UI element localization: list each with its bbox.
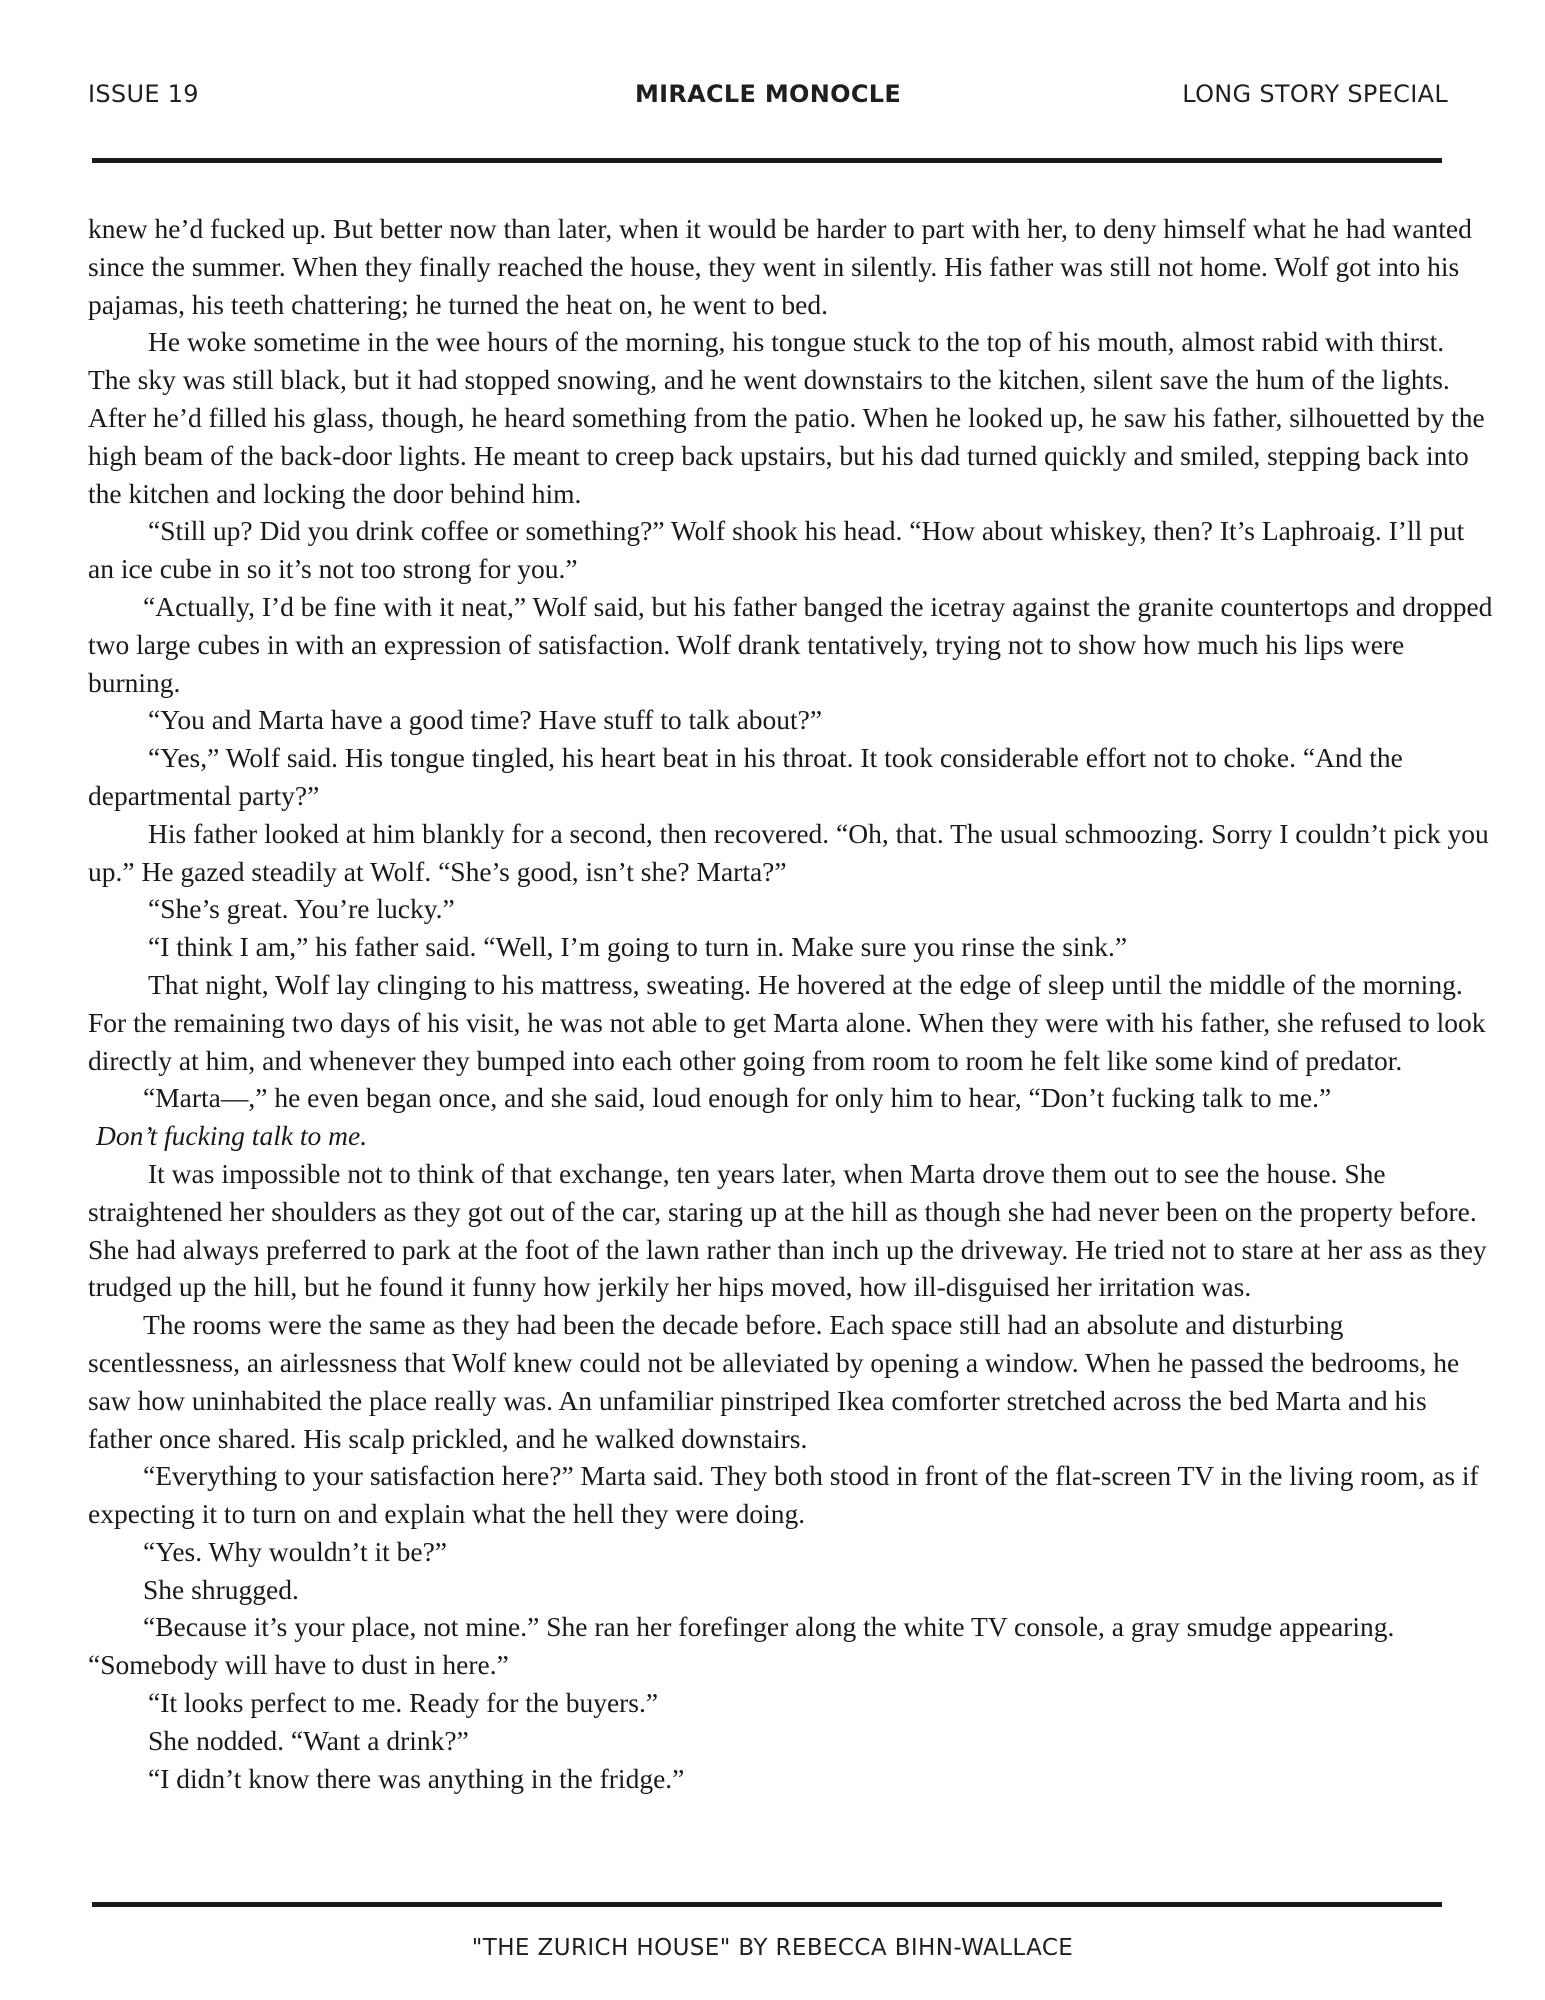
paragraph: knew he’d fucked up. But better now than later, when it would be harder to part with her, to deny himself what he had wanted since the summer. When they finally reached the house, they went in silently. His father was still not home. Wolf got into his pajamas, his teeth chattering; he turned the heat on, he went to bed. xyxy=(88,213,1472,320)
header-divider xyxy=(92,158,1442,163)
magazine-title: MIRACLE MONOCLE xyxy=(634,80,902,108)
paragraph: “Yes,” Wolf said. His tongue tingled, his heart beat in his throat. It took considerable effort not to choke. “And the departmental party?” xyxy=(88,742,1403,811)
issue-number: ISSUE 19 xyxy=(88,80,199,108)
paragraph: “Because it’s your place, not mine.” She ran her forefinger along the white TV console, a gray smudge appearing. “Somebody will have to dust in here.” xyxy=(88,1611,1395,1681)
story-body xyxy=(88,210,1493,1797)
story-byline: "THE ZURICH HOUSE" BY REBECCA BIHN-WALLACE xyxy=(471,1935,1074,1961)
paragraph: She shrugged. xyxy=(143,1573,299,1605)
paragraph: “Everything to your satisfaction here?” Marta said. They both stood in front of the flat-screen TV in the living room, as if expecting it to turn on and explain what the hell they were doing. xyxy=(88,1460,1479,1530)
paragraph: He woke sometime in the wee hours of the morning, his tongue stuck to the top of his mouth, almost rabid with thirst. The sky was still black, but it had stopped snowing, and he went downstairs to the kitchen, silent save the hum of the lights. After he’d filled his glass, though, he heard something from the patio. When he looked up, he saw his father, silhouetted by the high beam of the back-door lights. He meant to creep back upstairs, but his dad turned quickly and smiled, stepping back into the kitchen and locking the door behind him. xyxy=(88,326,1485,509)
paragraph: “It looks perfect to me. Ready for the buyers.” xyxy=(148,1687,659,1719)
paragraph: “You and Marta have a good time? Have stuff to talk about?” xyxy=(148,704,823,736)
paragraph: “Actually, I’d be fine with it neat,” Wolf said, but his father banged the icetray against the granite countertops and dropped two large cubes in with an expression of satisfaction. Wolf drank tentatively, trying not to show how much his lips were burning. xyxy=(88,590,1493,698)
paragraph: She nodded. “Want a drink?” xyxy=(148,1724,469,1756)
section-label: LONG STORY SPECIAL xyxy=(1182,80,1448,108)
paragraph: “I think I am,” his father said. “Well, I’m going to turn in. Make sure you rinse the sink.” xyxy=(148,931,1128,963)
paragraph: “Yes. Why wouldn’t it be?” xyxy=(143,1535,448,1567)
paragraph: It was impossible not to think of that exchange, ten years later, when Marta drove them out to see the house. She straightened her shoulders as they got out of the car, staring up at the hill as though she had never been on the property before. She had always preferred to park at the foot of the lawn rather than inch up the driveway. He tried not to stare at her ass as they trudged up the hill, but he found it funny how jerkily her hips moved, how ill-disguised her irritation was. xyxy=(88,1157,1487,1303)
paragraph: “Marta—,” he even began once, and she said, loud enough for only him to hear, “Don’t fucking talk to me.” xyxy=(143,1082,1332,1114)
paragraph: That night, Wolf lay clinging to his mattress, sweating. He hovered at the edge of sleep until the middle of the morning. For the remaining two days of his visit, he was not able to get Marta alone. When they were with his father, she refused to look directly at him, and whenever they bumped into each other going from room to room he felt like some kind of predator. xyxy=(88,968,1486,1076)
italic-line: Don’t fucking talk to me. xyxy=(96,1120,368,1152)
paragraph: His father looked at him blankly for a second, then recovered. “Oh, that. The usual schmoozing. Sorry I couldn’t pick you up.” He gazed steadily at Wolf. “She’s good, isn’t she? Marta?” xyxy=(88,817,1489,887)
footer-divider xyxy=(92,1902,1442,1907)
paragraph: “I didn’t know there was anything in the fridge.” xyxy=(148,1762,685,1794)
paragraph: The rooms were the same as they had been the decade before. Each space still had an absolute and disturbing scentlessness, an airlessness that Wolf knew could not be alleviated by opening a window. When he passed the bedrooms, he saw how uninhabited the place really was. An unfamiliar pinstriped Ikea comforter stretched across the bed Marta and his father once shared. His scalp prickled, and he walked downstairs. xyxy=(88,1309,1460,1454)
paragraph: “She’s great. You’re lucky.” xyxy=(148,893,455,925)
paragraph: “Still up? Did you drink coffee or something?” Wolf shook his head. “How about whiskey, then? It’s Laphroaig. I’ll put an ice cube in so it’s not too strong for you.” xyxy=(88,515,1465,585)
